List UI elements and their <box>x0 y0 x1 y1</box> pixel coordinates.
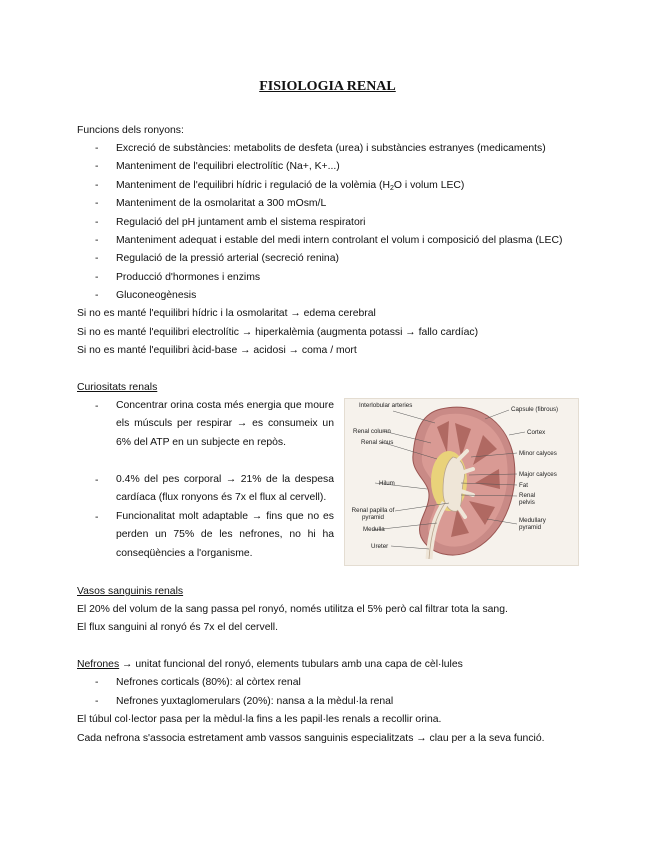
consequence-line: Si no es manté l'equilibri hídric i la osmolaritat → edema cerebral <box>77 308 376 319</box>
funcio-item: Excreció de substàncies: metabolits de desfeta (urea) i substàncies estranyes (medicaments) <box>116 143 546 154</box>
bullet-dash: - <box>95 677 99 688</box>
bullet-dash: - <box>95 217 99 228</box>
funcions-heading: Funcions dels ronyons: <box>77 125 184 136</box>
nefrones-text-line: El túbul col·lector pasa per la mèdul·la fins a les papil·les renals a recollir orina. <box>77 714 442 725</box>
bullet-dash: - <box>95 253 99 264</box>
bullet-dash: - <box>95 512 99 523</box>
funcio-item <box>116 179 464 192</box>
nefrones-definition: → unitat funcional del ronyó, elements tubulars amb una capa de cèl·lules <box>119 659 463 670</box>
label-fat: Fat <box>519 482 528 489</box>
funcio-item-tail: O i volum LEC) <box>393 180 465 191</box>
vasos-heading: Vasos sanguinis renals <box>77 586 184 597</box>
subscript: 2 <box>390 185 394 192</box>
label-major-calyces: Major calyces <box>519 471 557 478</box>
bullet-dash: - <box>95 198 99 209</box>
bullet-dash: - <box>95 696 99 707</box>
nefrona-item: Nefrones yuxtaglomerulars (20%): nansa a la mèdul·la renal <box>116 696 394 707</box>
label-medullary-pyramid: Medullary pyramid <box>519 517 546 531</box>
nefrones-text-line: Cada nefrona s'associa estretament amb vassos sanguinis especialitzats → clau per a la seva funció. <box>77 733 545 744</box>
bullet-dash: - <box>95 290 99 301</box>
curiositat-item: Funcionalitat molt adaptable → fins que no es perden un 75% de les nefrones, no hi ha conseqüències a l'organisme. <box>116 511 334 559</box>
bullet-dash: - <box>95 143 99 154</box>
label-cortex: Cortex <box>527 429 546 436</box>
label-interlobular-arteries: Interlobular arteries <box>359 402 413 409</box>
nefrona-item: Nefrones corticals (80%): al còrtex renal <box>116 677 301 688</box>
label-hilum: Hilum <box>379 480 395 487</box>
funcio-item: Manteniment de la osmolaritat a 300 mOsm/L <box>116 198 327 209</box>
consequence-line: Si no es manté l'equilibri àcid-base → acidosi → coma / mort <box>77 345 357 356</box>
label-ureter: Ureter <box>371 543 389 550</box>
kidney-figure <box>344 398 579 566</box>
vasos-line: El 20% del volum de la sang passa pel ronyó, només utilitza el 5% però cal filtrar tota la sang. <box>77 604 508 615</box>
funcio-item-text: Manteniment de l'equilibri hídric i regulació de la volèmia (H <box>116 180 391 191</box>
label-renal-column: Renal column <box>353 428 391 435</box>
nefrones-heading: Nefrones <box>77 659 120 670</box>
label-renal-papilla: Renal papilla of pyramid <box>351 507 395 521</box>
funcio-item: Manteniment de l'equilibri electrolític (Na+, K+...) <box>116 161 340 172</box>
bullet-dash: - <box>95 235 99 246</box>
funcio-item: Gluconeogènesis <box>116 290 197 301</box>
curiositats-heading: Curiositats renals <box>77 382 158 393</box>
bullet-dash: - <box>95 401 99 412</box>
label-renal-sinus: Renal sinus <box>361 439 394 446</box>
bullet-dash: - <box>95 272 99 283</box>
funcio-item: Regulació del pH juntament amb el sistema respiratori <box>116 217 366 228</box>
label-medulla: Medulla <box>363 526 385 533</box>
bullet-dash: - <box>95 161 99 172</box>
curiositat-item: Concentrar orina costa més energia que moure els músculs per respirar → es consumeix un 6% del ATP en un subjecte en repòs. <box>116 400 334 448</box>
curiositat-item: 0.4% del pes corporal → 21% de la despesa cardíaca (flux ronyons és 7x el flux al cervell). <box>116 474 334 504</box>
page-title: FISIOLOGIA RENAL <box>259 79 396 94</box>
funcio-item: Producció d'hormones i enzims <box>116 272 261 283</box>
label-minor-calyces: Minor calyces <box>519 450 557 457</box>
nefrones-line <box>77 658 463 671</box>
funcio-item: Regulació de la pressió arterial (secreció renina) <box>116 253 339 264</box>
funcio-item: Manteniment adequat i estable del medi intern controlant el volum i composició del plasma (LEC) <box>116 235 563 246</box>
label-renal-pelvis: Renal pelvis <box>519 492 536 506</box>
bullet-dash: - <box>95 475 99 486</box>
label-capsule: Capsule (fibrous) <box>511 406 559 413</box>
bullet-dash: - <box>95 180 99 191</box>
consequence-line: Si no es manté l'equilibri electrolític → hiperkalèmia (augmenta potassi → fallo cardíac) <box>77 327 479 338</box>
vasos-line: El flux sanguini al ronyó és 7x el del cervell. <box>77 622 278 633</box>
